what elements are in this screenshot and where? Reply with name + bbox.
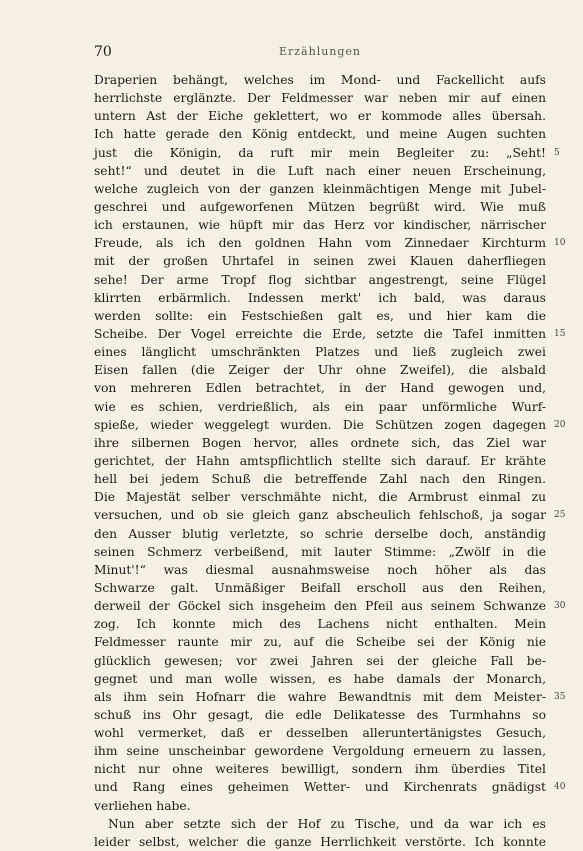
line-text: Freude, als ich den goldnen Hahn vom Zinnedaer Kirchturm: [94, 236, 546, 251]
line-text: sehe! Der arme Tropf flog sichtbar angestrengt, seine Flügel: [94, 272, 546, 287]
line-text: und Rang eines geheimen Wetter- und Kirchenrats gnädigst: [94, 780, 546, 795]
text-line: [94, 416, 566, 434]
line-number: 10: [554, 238, 566, 249]
line-text: glücklich gewesen; vor zwei Jahren sei der gleiche Fall be-: [94, 653, 546, 668]
text-line: [94, 398, 546, 416]
line-text: eines länglicht umschränkten Platzes und ließ zugleich zwei: [94, 345, 546, 360]
line-text: just die Königin, da ruft mir mein Begleiter zu: „Seht!: [94, 145, 546, 160]
text-line: [94, 597, 566, 615]
text-line: [94, 361, 546, 379]
line-number: 5: [554, 147, 560, 158]
line-text: ich erstaunen, wie hüpft mir das Herz vor kindischer, närrischer: [94, 218, 546, 233]
line-text: hell bei jedem Schuß die betreffende Zahl nach den Ringen.: [94, 472, 546, 487]
line-text: zog. Ich konnte mich des Lachens nicht enthalten. Mein: [94, 617, 546, 632]
text-line: [94, 670, 546, 688]
text-line: [94, 125, 546, 143]
line-text: Schwarze galt. Unmäßiger Beifall erscholl aus den Reihen,: [94, 580, 546, 595]
line-text: seinen Schmerz verbeißend, mit lauter Stimme: „Zwölf in die: [94, 544, 546, 559]
body-text: [94, 71, 566, 851]
text-line: [94, 252, 546, 270]
line-text: schuß ins Ohr gesagt, die edle Delikatesse des Turmhahns so: [94, 707, 546, 722]
line-text: den Ausser blutig verletzte, so schrie derselbe doch, anständig: [94, 526, 546, 541]
text-line: [94, 452, 546, 470]
text-line: [94, 652, 546, 670]
line-text: gerichtet, der Hahn amtspflichtlich stellte sich darauf. Er krähte: [94, 453, 546, 468]
page-header: [94, 44, 546, 60]
line-text: klirrten erbärmlich. Indessen merkt' ich bald, was daraus: [94, 290, 546, 305]
line-text: ihre silbernen Bogen hervor, alles ordnete sich, das Ziel war: [94, 435, 546, 450]
text-line: [94, 434, 546, 452]
line-text: Eisen fallen (die Zeiger der Uhr ohne Zweifel), die alsbald: [94, 363, 546, 378]
line-text: welche zugleich von der ganzen kleinmächtigen Menge mit Jubel-: [94, 181, 546, 196]
line-text: Nun aber setzte sich der Hof zu Tische, und da war ich es: [108, 816, 546, 831]
line-text: derweil der Göckel sich insgeheim den Pfeil aus seinem Schwanze: [94, 599, 546, 614]
text-line: [94, 833, 546, 851]
line-text: wohl vermerket, daß er desselben alleruntertänigstes Gesuch,: [94, 726, 546, 741]
line-text: Die Majestät selber verschmähte nicht, die Armbrust einmal zu: [94, 490, 546, 505]
text-line: [94, 325, 566, 343]
text-line: [94, 543, 546, 561]
line-text: Draperien behängt, welches im Mond- und Fackellicht aufs: [94, 73, 546, 87]
line-text: Ich hatte gerade den König entdeckt, und meine Augen suchten: [94, 127, 546, 142]
text-line: [94, 579, 546, 597]
line-text: wie es schien, verdrießlich, als ein paar unförmliche Wurf-: [94, 399, 546, 414]
line-text: seht!“ und deutet in die Luft nach einer neuen Erscheinung,: [94, 163, 546, 178]
line-text: von mehreren Edlen betrachtet, in der Hand gewogen und,: [94, 381, 546, 396]
text-line: [94, 778, 566, 796]
line-text: Minut'!“ was diesmal ausnahmsweise noch höher als das: [94, 562, 546, 577]
text-line: [94, 89, 546, 107]
line-text: untern Ast der Eiche geklettert, wo er kommode alles übersah.: [94, 109, 546, 124]
text-line: [94, 343, 546, 361]
line-text: gegnet und man wolle wissen, es habe damals der Monarch,: [94, 671, 546, 686]
text-line: [94, 488, 546, 506]
line-number: 20: [554, 419, 566, 430]
text-line: [94, 289, 546, 307]
text-line: [94, 797, 546, 815]
text-line: [94, 107, 546, 125]
text-line: [94, 688, 566, 706]
page-number: 70: [94, 44, 112, 60]
text-line: [94, 561, 546, 579]
text-line: [94, 506, 566, 524]
text-line: [94, 307, 546, 325]
line-text: Scheibe. Der Vogel erreichte die Erde, setzte die Tafel inmitten: [94, 326, 546, 341]
text-line: [94, 379, 546, 397]
line-text: nicht nur ohne weiteres bewilligt, sondern ihm überdies Titel: [94, 762, 546, 777]
line-text: werden sollte: ein Festschießen galt es, und hier kam die: [94, 308, 546, 323]
text-line: [94, 234, 566, 252]
text-line: [94, 144, 560, 162]
line-text: Feldmesser raunte mir zu, auf die Scheibe sei der König nie: [94, 635, 546, 650]
text-line: [94, 633, 546, 651]
line-number: 25: [554, 510, 566, 521]
text-line: [94, 615, 546, 633]
line-number: 15: [554, 328, 566, 339]
line-number: 30: [554, 601, 566, 612]
line-text: verliehen habe.: [94, 798, 191, 813]
line-text: ihm seine unscheinbar gewordene Vergoldung erneuern zu lassen,: [94, 744, 546, 759]
text-line: [94, 724, 546, 742]
text-line: [94, 216, 546, 234]
text-line: [94, 760, 546, 778]
text-line: [94, 815, 546, 833]
text-line: [94, 162, 546, 180]
text-line: [94, 271, 546, 289]
line-text: spieße, wieder weggelegt wurden. Die Schützen zogen dagegen: [94, 417, 546, 432]
text-line: [94, 706, 546, 724]
text-line: [94, 525, 546, 543]
text-line: [94, 180, 546, 198]
text-line: [94, 470, 546, 488]
text-line: [94, 742, 546, 760]
line-text: geschrei und aufgeworfenen Mützen begrüßt wird. Wie muß: [94, 199, 546, 214]
text-line: [94, 198, 546, 216]
line-text: mit der großen Uhrtafel in seinen zwei Klauen daherfliegen: [94, 254, 546, 269]
line-number: 35: [554, 691, 566, 702]
line-text: als ihm sein Hofnarr die wahre Bewandtnis mit dem Meister-: [94, 689, 546, 704]
line-number: 40: [554, 782, 566, 793]
line-text: herrlichste erglänzte. Der Feldmesser war neben mir auf einen: [94, 91, 546, 106]
running-head: Erzählungen: [278, 45, 362, 58]
line-text: versuchen, und ob sie gleich ganz abscheulich fehlschoß, ja sogar: [94, 508, 546, 523]
text-line: [94, 71, 546, 89]
line-text: leider selbst, welcher die ganze Herrlichkeit verstörte. Ich konnte: [94, 834, 546, 849]
